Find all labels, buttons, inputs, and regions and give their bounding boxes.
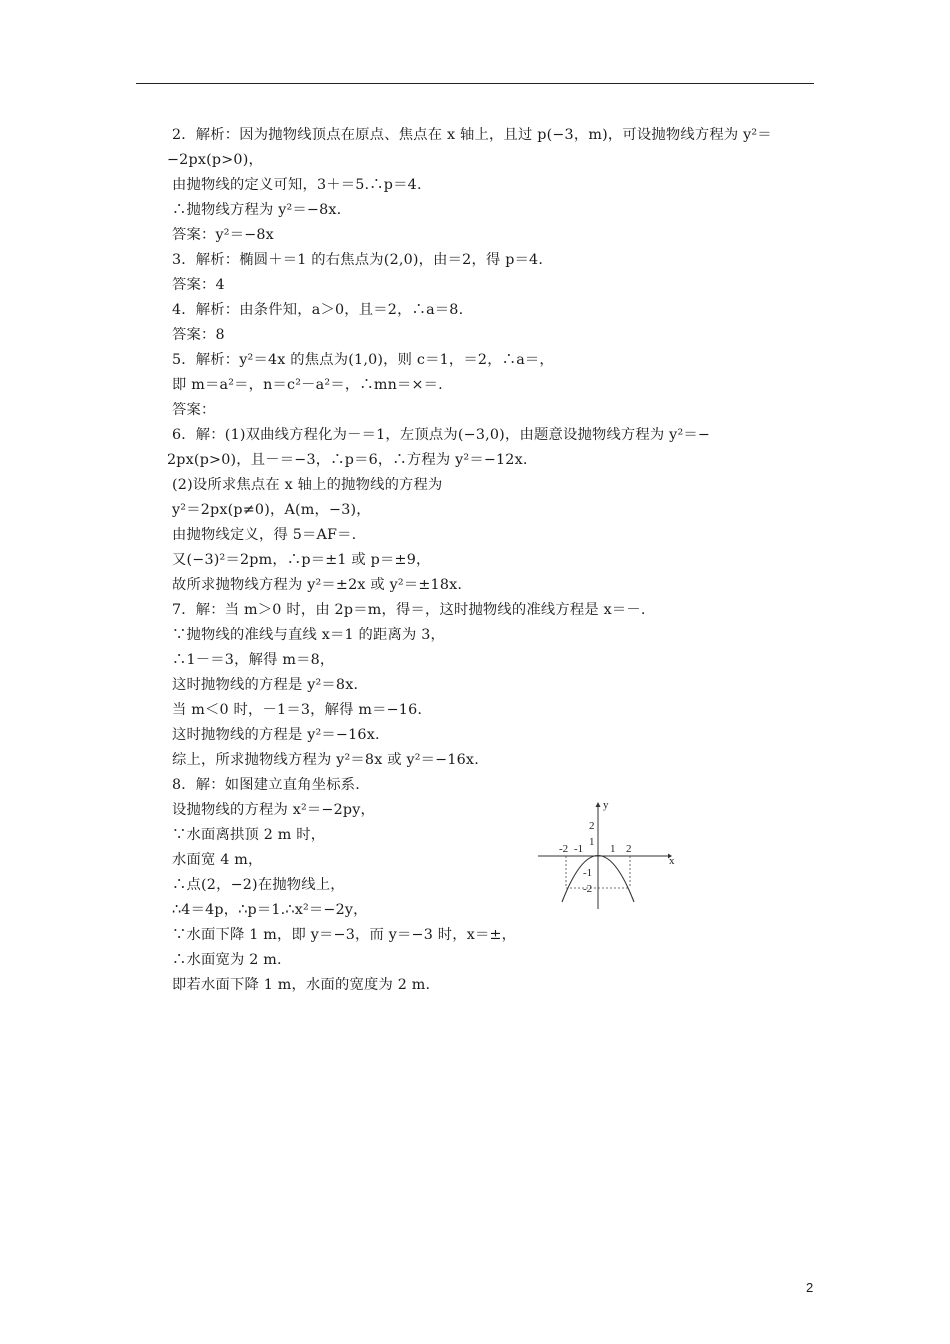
tick-label: -2 [583, 883, 593, 895]
tick-label: 1 [589, 836, 595, 848]
text-line: 这时抛物线的方程是 y²＝8x. [172, 677, 359, 693]
text-line: 6．解：(1)双曲线方程化为－＝1，左顶点为(−3,0)，由题意设抛物线方程为 y²＝− [172, 427, 711, 443]
text-line: 综上，所求抛物线方程为 y²＝8x 或 y²＝−16x. [172, 752, 479, 768]
text-line: 2px(p>0)，且－＝−3，∴p＝6，∴方程为 y²＝−12x. [167, 452, 528, 468]
text-line: ∵水面离拱顶 2 m 时， [172, 827, 326, 843]
tick-label: -1 [574, 843, 584, 855]
text-line: 设抛物线的方程为 x²＝−2py， [172, 802, 376, 818]
parabola-figure [532, 795, 680, 913]
text-line: ∴点(2，−2)在抛物线上， [172, 877, 345, 893]
text-line: 答案：y²＝−8x [172, 227, 274, 243]
text-line: 由抛物线的定义可知，3＋＝5.∴p＝4. [172, 177, 422, 193]
text-line: 当 m＜0 时，－1＝3，解得 m＝−16. [172, 702, 423, 718]
tick-label: 1 [610, 843, 616, 855]
tick-label: 2 [589, 820, 595, 832]
text-line: 3．解析：椭圆＋＝1 的右焦点为(2,0)，由＝2，得 p＝4. [172, 252, 544, 268]
text-line: 由抛物线定义，得 5＝AF＝. [172, 527, 357, 543]
text-line: 答案：4 [172, 277, 225, 293]
y-axis-arrow [596, 802, 601, 807]
text-line: ∴4＝4p，∴p＝1.∴x²＝−2y， [172, 902, 368, 918]
tick-label: -1 [583, 867, 593, 879]
text-line: ∵抛物线的准线与直线 x＝1 的距离为 3， [172, 627, 446, 643]
text-line: 5．解析：y²＝4x 的焦点为(1,0)，则 c＝1，＝2，∴a＝， [172, 352, 554, 368]
text-line: ∵水面下降 1 m，即 y＝−3，而 y＝−3 时，x＝±， [172, 927, 517, 943]
text-line: 答案： [172, 402, 216, 418]
tick-label: 2 [626, 843, 632, 855]
text-line: ∴1－＝3，解得 m＝8， [172, 652, 335, 668]
text-line: (2)设所求焦点在 x 轴上的抛物线的方程为 [172, 477, 443, 493]
text-line: 即若水面下降 1 m，水面的宽度为 2 m. [172, 977, 431, 993]
x-axis-label: x [669, 855, 675, 867]
text-line: 即 m＝a²＝，n＝c²－a²＝，∴mn＝×＝. [172, 377, 443, 393]
text-line: 这时抛物线的方程是 y²＝−16x. [172, 727, 380, 743]
text-line: 8．解：如图建立直角坐标系. [172, 777, 361, 793]
text-line: 7．解：当 m＞0 时，由 2p＝m，得＝，这时抛物线的准线方程是 x＝－. [172, 602, 646, 618]
y-axis-label: y [603, 799, 609, 811]
text-line: ∴水面宽为 2 m. [172, 952, 282, 968]
text-line: 4．解析：由条件知，a＞0，且＝2，∴a＝8. [172, 302, 464, 318]
text-line: 又(−3)²＝2pm，∴p＝±1 或 p＝±9， [172, 552, 431, 568]
text-line: 答案：8 [172, 327, 225, 343]
text-line: 水面宽 4 m， [172, 852, 263, 868]
tick-label: -2 [559, 843, 569, 855]
text-line: y²＝2px(p≠0)，A(m，−3)， [172, 502, 371, 518]
page-number: 2 [806, 1280, 814, 1295]
header-rule [136, 83, 814, 84]
text-line: ∴抛物线方程为 y²＝−8x. [172, 202, 342, 218]
text-line: 2．解析：因为抛物线顶点在原点、焦点在 x 轴上，且过 p(−3，m)，可设抛物线方程为 y²＝ [172, 127, 772, 143]
text-line: 故所求抛物线方程为 y²＝±2x 或 y²＝±18x. [172, 577, 463, 593]
text-line: −2px(p>0)， [167, 152, 263, 168]
